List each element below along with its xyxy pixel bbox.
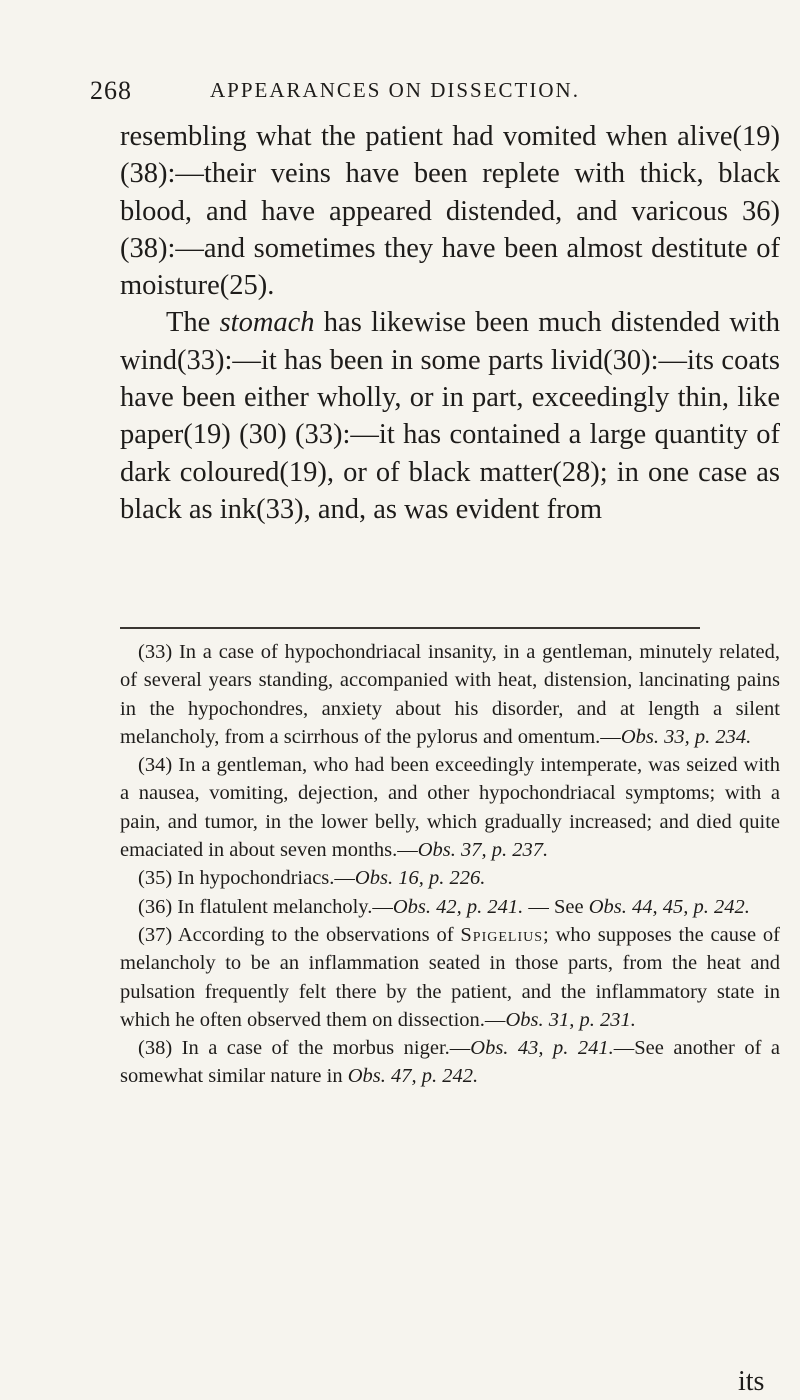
footnote-34 [120, 751, 780, 864]
page-number: 268 [90, 76, 132, 105]
author-name: Spigelius [460, 923, 544, 946]
paragraph-rest: has likewise been much distended with wind(33):—it has been in some parts livid(30):—its coats have been either wholly, or in part, exceedingly thin, like paper(19) (30) (33):—it has contained a large quantity of dark coloured(19), or of black matter(28); in one case as black as ink(33), and, as was evident from [120, 307, 781, 525]
catchword: its [738, 1366, 765, 1397]
footnote-text: (37) According to the observations of [138, 923, 461, 946]
main-text [120, 118, 780, 528]
footnote-37 [120, 921, 780, 1034]
footnote-text: ; who supposes the cause of melancholy to be an inflammation seated in those parts, from the heat and pulsation frequently felt there by the patient, and the inflammatory state in which he often observed them on dissection.— [120, 923, 780, 1031]
paragraph-continuation: resembling what the patient had vomited when alive(19) (38):—their veins have been replete with thick, black blood, and have appeared distended, and varicous 36) (38):—and sometimes they have been almost destitute of moisture(25). [120, 121, 780, 302]
footnote-text: (35) In hypochondriacs.— [138, 867, 355, 890]
footnote-text: (38) In a case of the morbus niger.— [138, 1037, 471, 1060]
footnote-36 [120, 893, 780, 921]
paragraph-stomach [120, 304, 780, 528]
footnote-reference: Obs. 44, 45, p. 242. [588, 895, 750, 918]
footnote-text: (33) In a case of hypochondriacal insanity, in a gentleman, minutely related, of several years standing, accompanied with heat, distension, lancinating pains in the hypochondres, anxiety about his disorder, and at length a silent melancholy, from a scirrhous of the pylorus and omentum.— [120, 641, 780, 748]
italic-term: stomach [219, 307, 315, 339]
page-header [90, 76, 780, 112]
footnotes [120, 638, 780, 1091]
footnote-reference: Obs. 47, p. 242. [347, 1065, 479, 1088]
footnote-reference: Obs. 33, p. 234. [620, 725, 752, 748]
footnote-text: (34) In a gentleman, who had been exceedingly intemperate, was seized with a nausea, vomiting, dejection, and other hypochondriacal symptoms; with a pain, and tumor, in the lower belly, which gradually increased; and died quite emaciated in about seven months.— [120, 754, 780, 862]
footnote-reference: Obs. 31, p. 231. [505, 1008, 636, 1031]
footnote-divider [120, 627, 700, 629]
footnote-33 [120, 638, 780, 751]
running-head: APPEARANCES ON DISSECTION. [210, 78, 580, 102]
footnote-see: —See another of a somewhat similar nature in [120, 1037, 780, 1088]
footnote-reference: Obs. 42, p. 241. [392, 895, 524, 918]
footnote-see: — See [523, 895, 589, 918]
footnote-reference: Obs. 37, p. 237. [417, 839, 549, 862]
footnote-reference: Obs. 16, p. 226. [354, 867, 486, 890]
paragraph-lead: The [166, 307, 220, 339]
footnote-reference: Obs. 43, p. 241. [470, 1037, 614, 1060]
footnote-text: (36) In flatulent melancholy.— [138, 895, 393, 918]
footnote-35 [120, 864, 780, 892]
footnote-38 [120, 1034, 780, 1091]
